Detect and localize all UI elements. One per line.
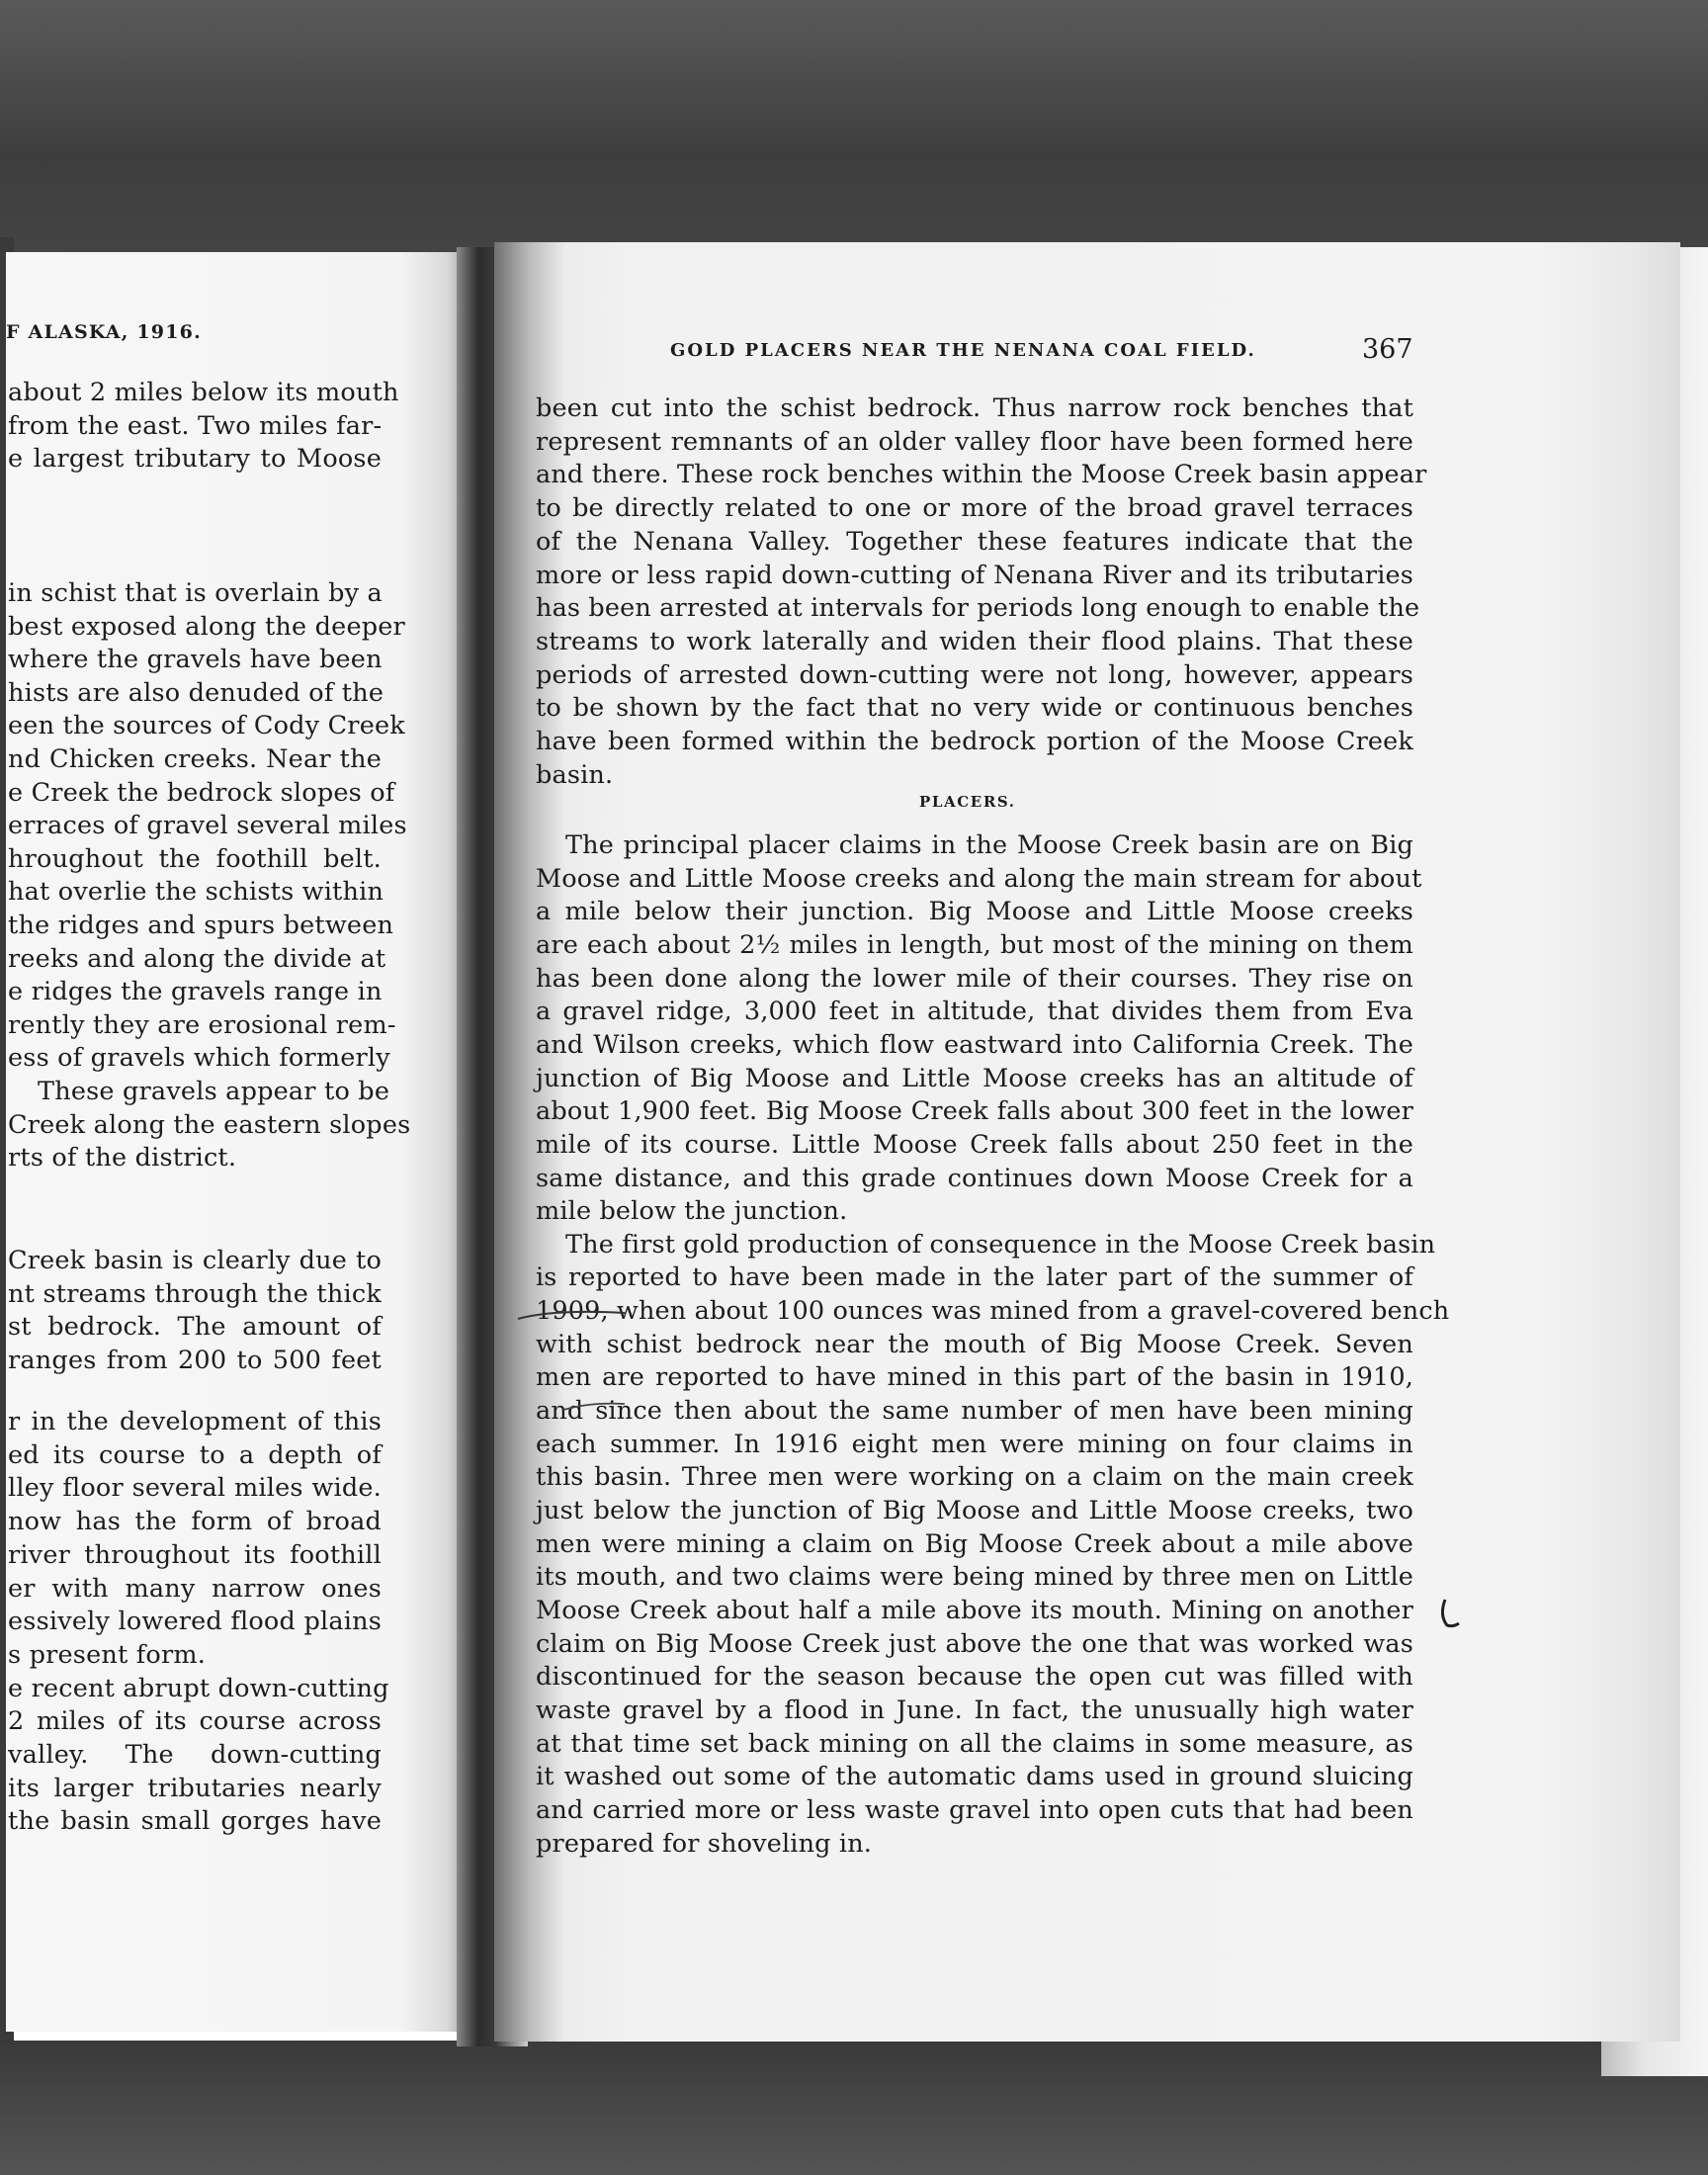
- text-line: s present form.: [8, 1639, 207, 1670]
- pencil-overline-mark: [561, 1396, 631, 1416]
- left-running-head: F ALASKA, 1916.: [6, 321, 202, 343]
- text-line: same distance, and this grade continues down Moose Creek for a: [536, 1163, 1413, 1193]
- text-line: r in the development of this: [8, 1407, 382, 1436]
- text-line: ess of gravels which formerly: [8, 1043, 390, 1074]
- text-line: reeks and along the divide at: [8, 943, 386, 974]
- text-line: its larger tributaries nearly: [8, 1773, 382, 1803]
- text-line: are each about 2½ miles in length, but most of the mining on them: [536, 929, 1413, 960]
- text-line: 1909, when about 100 ounces was mined from a gravel-covered bench: [536, 1296, 1450, 1327]
- text-line: about 2 miles below its mouth: [8, 378, 399, 407]
- text-line: with schist bedrock near the mouth of Big Moose Creek. Seven: [536, 1329, 1413, 1359]
- text-line: has been arrested at intervals for periods long enough to enable the: [536, 593, 1420, 624]
- text-line: mile below the junction.: [536, 1196, 848, 1227]
- text-line: mile of its course. Little Moose Creek falls about 250 feet in the: [536, 1129, 1413, 1160]
- text-line: ed its course to a depth of: [8, 1439, 382, 1470]
- text-line: valley. The down-cutting: [8, 1740, 382, 1770]
- text-line: junction of Big Moose and Little Moose creeks has an altitude of: [536, 1063, 1413, 1093]
- text-line: where the gravels have been: [8, 645, 383, 675]
- text-line: e ridges the gravels range in: [8, 977, 383, 1007]
- text-line: been cut into the schist bedrock. Thus narrow rock benches that: [536, 393, 1413, 423]
- text-line: lley floor several miles wide.: [8, 1473, 382, 1504]
- text-line: hists are also denuded of the: [8, 677, 384, 708]
- text-line: to be shown by the fact that no very wide or continuous benches: [536, 693, 1413, 724]
- pencil-underline-mark: [514, 1297, 633, 1327]
- text-line: claim on Big Moose Creek just above the one that was worked was: [536, 1628, 1413, 1659]
- text-line: a gravel ridge, 3,000 feet in altitude, that divides them from Eva: [536, 997, 1413, 1027]
- text-line: waste gravel by a flood in June. In fact, the unusually high water: [536, 1695, 1413, 1725]
- text-line: The first gold production of consequence in the Moose Creek basin: [565, 1229, 1436, 1260]
- text-line: it washed out some of the automatic dams used in ground sluicing: [536, 1762, 1413, 1792]
- text-line: periods of arrested down-cutting were not long, however, appears: [536, 659, 1413, 690]
- text-line: its mouth, and two claims were being mined by three men on Little: [536, 1562, 1413, 1593]
- text-line: represent remnants of an older valley floor have been formed here: [536, 426, 1413, 457]
- page-number: 367: [1362, 334, 1413, 365]
- text-line: ranges from 200 to 500 feet: [8, 1345, 382, 1375]
- text-line: rently they are erosional rem-: [8, 1009, 396, 1040]
- text-line: Creek basin is clearly due to: [8, 1246, 382, 1275]
- text-line: and since then about the same number of men have been mining: [536, 1396, 1413, 1427]
- text-line: a mile below their junction. Big Moose and Little Moose creeks: [536, 897, 1413, 927]
- text-line: Moose and Little Moose creeks and along the main stream for about: [536, 863, 1422, 894]
- text-line: erraces of gravel several miles: [8, 811, 407, 841]
- text-line: hat overlie the schists within: [8, 877, 384, 908]
- text-line: and carried more or less waste gravel into open cuts that had been: [536, 1794, 1413, 1825]
- text-line: These gravels appear to be: [38, 1077, 390, 1106]
- text-line: Creek along the eastern slopes: [8, 1109, 411, 1140]
- text-line: nt streams through the thick: [8, 1278, 382, 1309]
- text-line: best exposed along the deeper: [8, 611, 405, 642]
- text-line: and Wilson creeks, which flow eastward into California Creek. The: [536, 1029, 1413, 1060]
- text-line: nd Chicken creeks. Near the: [8, 744, 382, 774]
- text-line: er with many narrow ones: [8, 1573, 382, 1604]
- text-line: is reported to have been made in the later part of the summer of: [536, 1262, 1413, 1293]
- text-line: now has the form of broad: [8, 1507, 382, 1537]
- text-line: essively lowered flood plains: [8, 1607, 382, 1637]
- text-line: have been formed within the bedrock portion of the Moose Creek: [536, 727, 1413, 756]
- text-line: men were mining a claim on Big Moose Creek about a mile above: [536, 1528, 1413, 1559]
- text-line: the ridges and spurs between: [8, 911, 394, 940]
- text-line: this basin. Three men were working on a claim on the main creek: [536, 1462, 1413, 1493]
- text-line: more or less rapid down-cutting of Nenana River and its tributaries: [536, 560, 1413, 590]
- text-line: 2 miles of its course across: [8, 1706, 382, 1737]
- running-head: GOLD PLACERS NEAR THE NENANA COAL FIELD.: [670, 340, 1256, 361]
- text-line: in schist that is overlain by a: [8, 578, 383, 608]
- text-line: discontinued for the season because the open cut was filled with: [536, 1662, 1413, 1693]
- text-line: e Creek the bedrock slopes of: [8, 777, 395, 808]
- text-line: to be directly related to one or more of the broad gravel terraces: [536, 493, 1413, 524]
- text-line: from the east. Two miles far-: [8, 410, 383, 441]
- text-line: each summer. In 1916 eight men were mining on four claims in: [536, 1429, 1413, 1459]
- text-line: river throughout its foothill: [8, 1539, 382, 1570]
- margin-bracket-mark: [1435, 1596, 1465, 1635]
- text-line: rts of the district.: [8, 1143, 237, 1174]
- scanner-background-bottom: [0, 2041, 1708, 2175]
- section-heading: PLACERS.: [919, 793, 1016, 811]
- text-line: just below the junction of Big Moose and Little Moose creeks, two: [536, 1496, 1413, 1525]
- text-line: the basin small gorges have: [8, 1806, 382, 1837]
- text-line: st bedrock. The amount of: [8, 1312, 382, 1342]
- text-line: e recent abrupt down-cutting: [8, 1673, 389, 1703]
- text-line: The principal placer claims in the Moose Creek basin are on Big: [565, 830, 1413, 860]
- text-line: hroughout the foothill belt.: [8, 843, 382, 874]
- text-line: basin.: [536, 759, 614, 790]
- text-line: e largest tributary to Moose: [8, 444, 382, 474]
- text-line: Moose Creek about half a mile above its mouth. Mining on another: [536, 1595, 1413, 1625]
- text-line: een the sources of Cody Creek: [8, 711, 405, 741]
- scanner-background-top: [0, 0, 1708, 259]
- left-page: [6, 252, 470, 2032]
- text-line: at that time set back mining on all the claims in some measure, as: [536, 1728, 1413, 1759]
- text-line: men are reported to have mined in this part of the basin in 1910,: [536, 1362, 1413, 1393]
- text-line: and there. These rock benches within the Moose Creek basin appear: [536, 460, 1427, 490]
- text-line: has been done along the lower mile of their courses. They rise on: [536, 963, 1413, 994]
- text-line: streams to work laterally and widen their flood plains. That these: [536, 626, 1413, 656]
- text-line: of the Nenana Valley. Together these features indicate that the: [536, 526, 1413, 557]
- text-line: prepared for shoveling in.: [536, 1828, 873, 1859]
- text-line: about 1,900 feet. Big Moose Creek falls about 300 feet in the lower: [536, 1096, 1413, 1127]
